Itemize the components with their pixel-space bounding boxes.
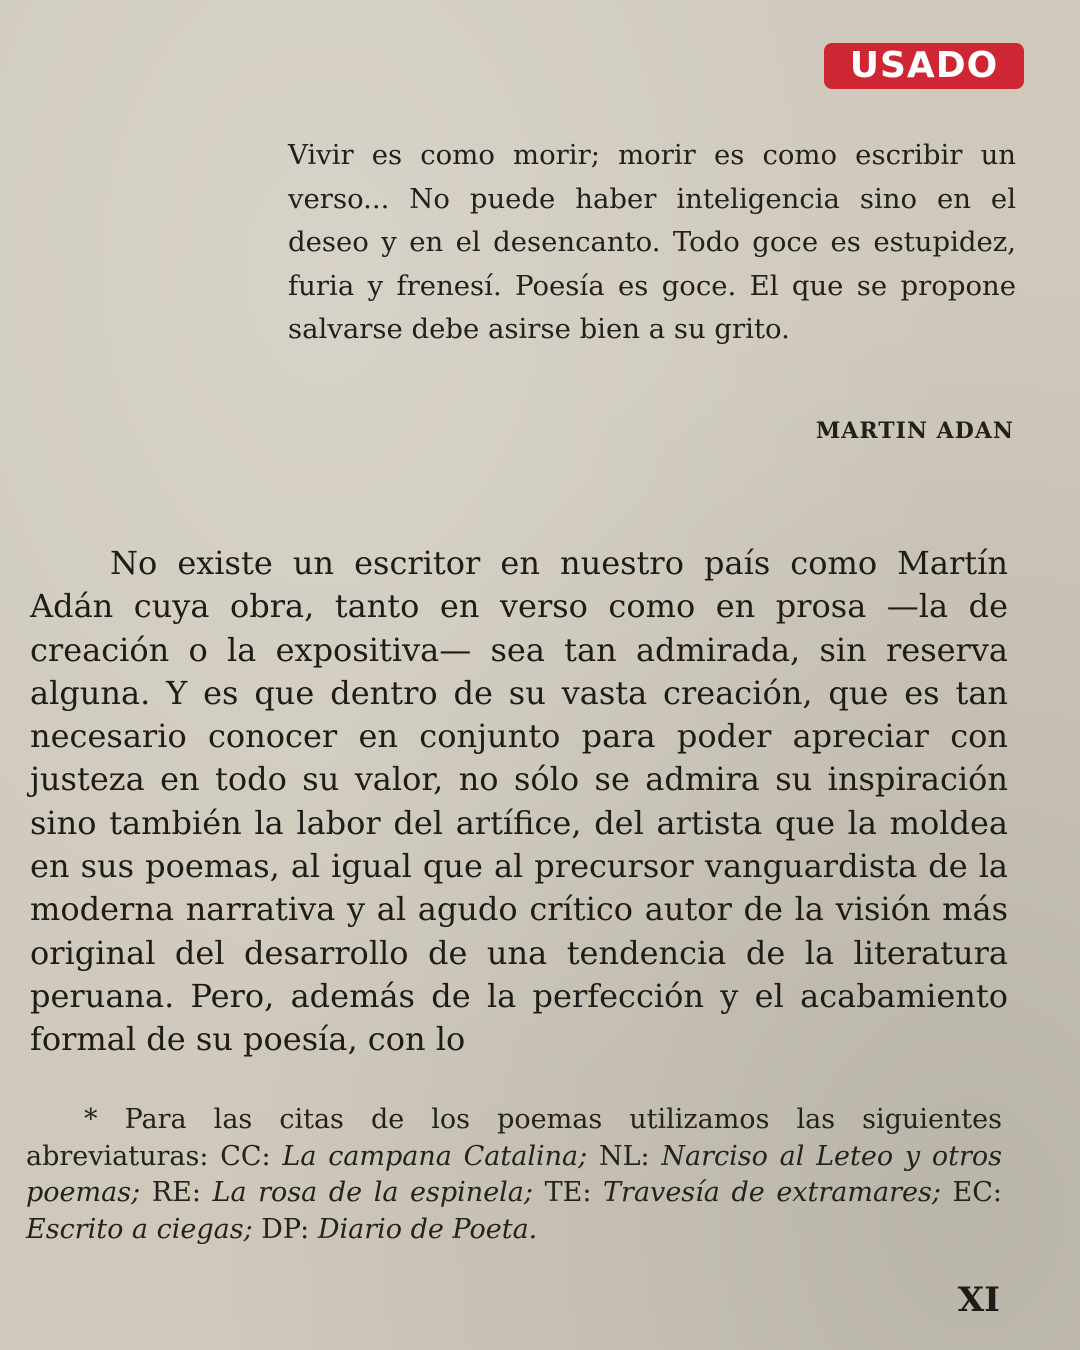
footnote-abbr-te: TE:	[544, 1177, 592, 1208]
footnote-title-nl: Narciso al Leteo y otros poemas;	[26, 1140, 1002, 1208]
footnote-title-te: Travesía de extramares;	[603, 1177, 941, 1208]
footnote-title-dp: Diario de Poeta.	[317, 1213, 538, 1245]
footnote-title-cc: La campana Catalina;	[282, 1140, 588, 1172]
footnote-title-ec: Escrito a ciegas;	[26, 1213, 253, 1245]
footnote-abbr-dp: DP:	[261, 1213, 310, 1245]
footnote-abbr-ec: EC:	[952, 1177, 1003, 1208]
used-badge: USADO	[824, 43, 1024, 89]
epigraph-quote: Vivir es como morir; morir es como escribir un verso... No puede haber inteligencia sino en el deseo y en el desencanto. Todo goce es estupidez, furia y frenesí. Poesía es goce. El que se propone salvarse debe asirse bien a su grito.	[288, 139, 1016, 345]
main-text	[30, 542, 1008, 1062]
footnote-abbr-re: RE:	[151, 1177, 201, 1208]
footnote-title-re: La rosa de la espinela;	[212, 1177, 533, 1208]
footnote-intro: * Para las citas de los poemas utilizamos las siguientes abreviaturas:	[26, 1104, 1002, 1172]
footnote-abbr-nl: NL:	[598, 1140, 650, 1172]
footnote-paragraph	[26, 1102, 1002, 1248]
footnote-abbr-cc: CC:	[220, 1140, 271, 1172]
footnote	[26, 1102, 1002, 1248]
epigraph-author: MARTIN ADAN	[815, 418, 1014, 444]
page-number: XI	[957, 1280, 1000, 1320]
body-paragraph: No existe un escritor en nuestro país como Martín Adán cuya obra, tanto en verso como en prosa —la de creación o la expositiva— sea tan admirada, sin reserva alguna. Y es que dentro de su vasta creación, que es tan necesario conocer en conjunto para poder apreciar con justeza en todo su valor, no sólo se admira su inspiración sino también la labor del artífice, del artista que la moldea en sus poemas, al igual que al precursor vanguardista de la moderna narrativa y al agudo crítico autor de la visión más original del desarrollo de una tendencia de la literatura peruana. Pero, además de la perfección y el acabamiento formal de su poesía, con lo	[30, 544, 1008, 1059]
